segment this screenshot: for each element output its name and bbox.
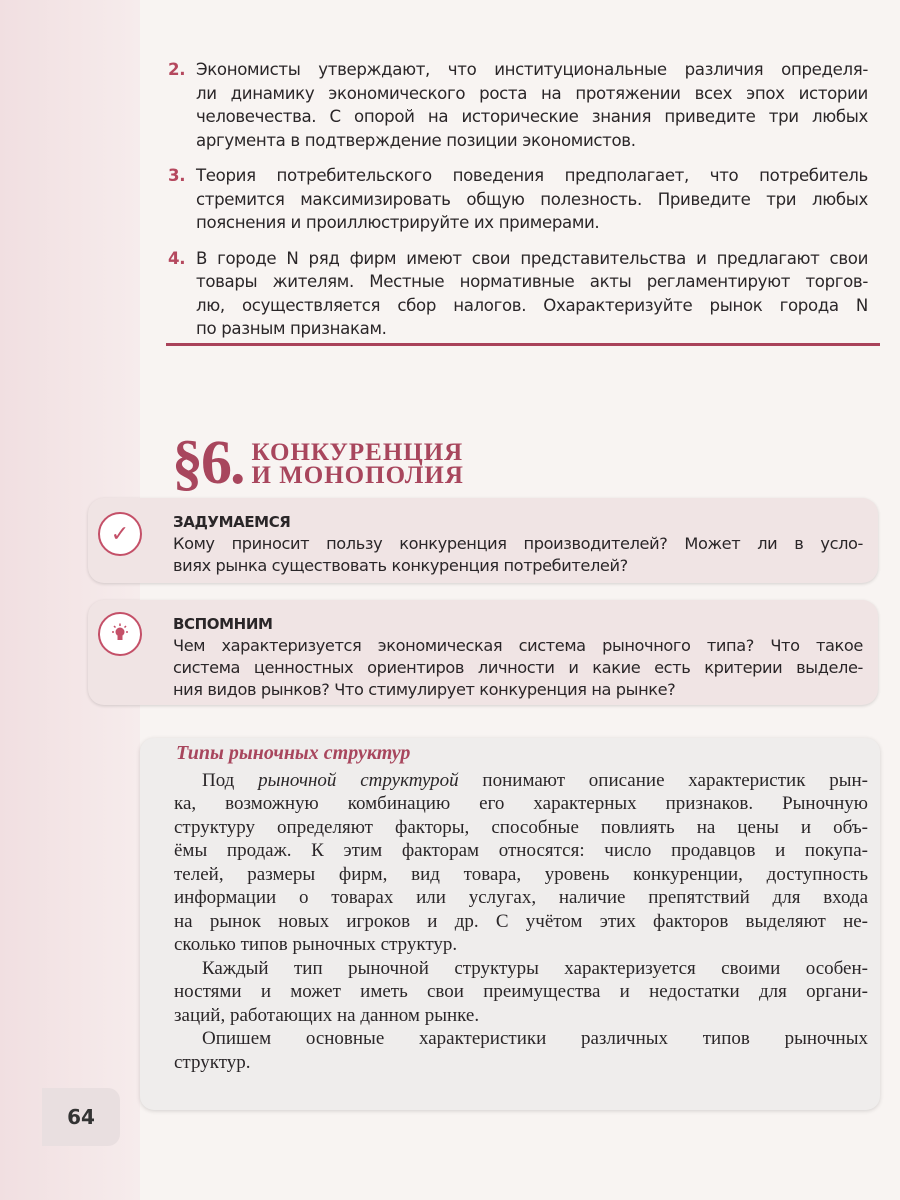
text-line: телей, размеры фирм, вид товара, уровень конкуренции, доступность (174, 863, 868, 885)
term: рыночной структурой (258, 769, 459, 791)
checkmark-icon: ✓ (98, 512, 142, 556)
text-line: Каждый тип рыночной структуры характеризуется своими особен- (202, 957, 868, 979)
think-box (88, 498, 878, 583)
section-heading (172, 428, 464, 499)
section-title-line: И МОНОПОЛИЯ (251, 461, 464, 489)
recall-line: Чем характеризуется экономическая система рыночного типа? Что такое (173, 636, 863, 655)
task-number: 3. (168, 166, 186, 185)
text-line: ёмы продаж. К этим факторам относятся: число продавцов и покупа- (174, 840, 868, 861)
paragraph (174, 1027, 868, 1074)
text-line: информации о товарах или услугах, наличие препятствий для входа (174, 887, 868, 908)
reading-heading: Типы рыночных структур (176, 742, 411, 764)
text-line: заций, работающих на данном рынке. (174, 1004, 480, 1026)
task-line: товары жителям. Местные нормативные акты регламентируют торгов- (196, 272, 868, 291)
text-line: ка, возможную комбинацию его характерных признаков. Рыночную (174, 793, 868, 814)
task-line: человечества. С опорой на исторические знания приведите три любых (196, 107, 868, 126)
page-number: 64 (42, 1088, 120, 1146)
task-line: В городе N ряд фирм имеют свои представительства и предлагают свои (196, 248, 868, 268)
task-line: ли динамику экономического роста на протяжении всех эпох истории (196, 83, 868, 103)
task-line: пояснения и проиллюстрируйте их примерами. (196, 213, 600, 232)
recall-heading: ВСПОМНИМ (173, 615, 273, 633)
text-line: сколько типов рыночных структур. (174, 934, 458, 955)
task-line: аргумента в подтверждение позиции экономистов. (196, 130, 636, 150)
task-line: по разным признакам. (196, 319, 387, 338)
text: понимают описание характеристик рын- (458, 769, 868, 791)
text-line: на рынок новых игроков и др. С учётом этих факторов выделяют не- (174, 910, 868, 932)
text-line: структур. (174, 1051, 251, 1073)
think-heading: ЗАДУМАЕМСЯ (173, 513, 291, 531)
section-title (251, 438, 464, 489)
task-line: лю, осуществляется сбор налогов. Охарактеризуйте рынок города N (196, 295, 868, 315)
section-title-line: КОНКУРЕНЦИЯ (251, 438, 464, 466)
task-number: 4. (168, 248, 186, 268)
lightbulb-icon (98, 612, 142, 656)
paragraph (174, 957, 868, 1028)
task-item (168, 164, 868, 235)
section-number: §6. (172, 429, 244, 497)
recall-line: ния видов рынков? Что стимулирует конкуренция на рынке? (173, 680, 676, 699)
think-line: виях рынка существовать конкуренция потребителей? (173, 556, 628, 575)
recall-line: система ценностных ориентиров личности и какие есть критерии выделе- (173, 658, 863, 677)
task-line: стремится максимизировать общую полезность. Приведите три любых (196, 189, 868, 209)
text-line: ностями и может иметь свои преимущества и недостатки для органи- (174, 981, 868, 1002)
paragraph (174, 769, 868, 957)
reading-text (174, 742, 868, 1074)
task-item (168, 58, 868, 152)
recall-box (88, 600, 878, 705)
task-list (168, 58, 868, 353)
task-line: Теория потребительского поведения предполагает, что потребитель (196, 166, 868, 185)
think-line: Кому приносит пользу конкуренция производителей? Может ли в усло- (173, 534, 863, 553)
task-item (168, 247, 868, 341)
task-number: 2. (168, 60, 186, 79)
section-divider (166, 343, 880, 346)
text: Под (202, 769, 259, 791)
text-line: структуру определяют факторы, способные повлиять на цены и объ- (174, 816, 868, 838)
task-line: Экономисты утверждают, что институциональные различия определя- (196, 60, 868, 79)
text-line: Опишем основные характеристики различных типов рыночных (202, 1028, 868, 1049)
